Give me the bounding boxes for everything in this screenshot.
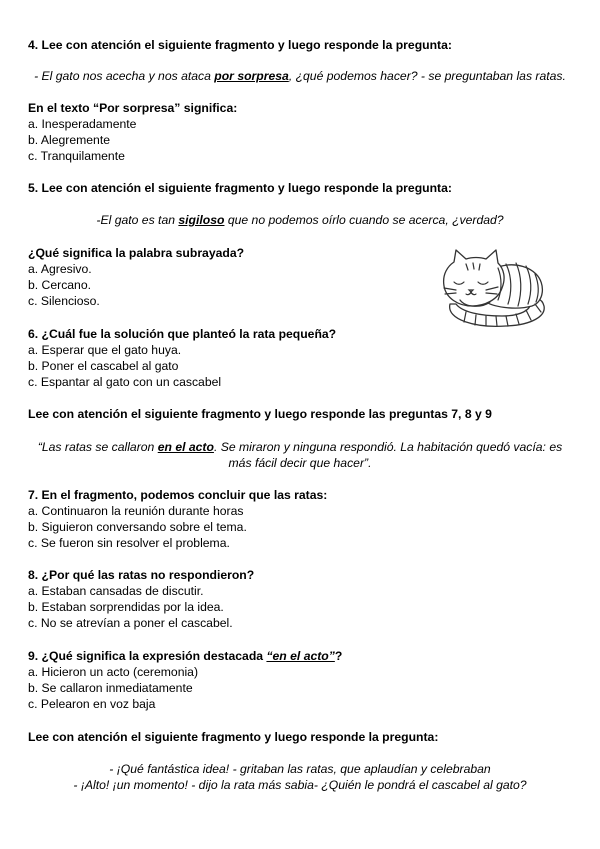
final-fragment-line2: - ¡Alto! ¡un momento! - dijo la rata más sabia- ¿Quién le pondrá el cascabel al gato?	[73, 778, 527, 792]
q4-option-c: c. Tranquilamente	[28, 149, 125, 163]
q5-option-a: a. Agresivo.	[28, 262, 92, 276]
q4-highlighted-phrase: por sorpresa	[214, 69, 289, 83]
q5-option-c: c. Silencioso.	[28, 294, 100, 308]
section789-heading: Lee con atención el siguiente fragmento y luego responde las preguntas 7, 8 y 9	[28, 407, 492, 421]
q4-question: En el texto “Por sorpresa” significa:	[28, 101, 238, 115]
q9-question: 9. ¿Qué significa la expresión destacada “en el acto”?	[28, 649, 343, 663]
q9-highlighted-phrase: “en el acto”	[266, 649, 335, 663]
q5-fragment: -El gato es tan sigiloso que no podemos oírlo cuando se acerca, ¿verdad?	[96, 213, 504, 227]
q4-option-b: b. Alegremente	[28, 133, 110, 147]
section789-fragment-line2: más fácil decir que hacer”.	[228, 456, 372, 470]
q4-option-a: a. Inesperadamente	[28, 117, 137, 131]
q5-highlighted-word: sigiloso	[178, 213, 225, 227]
section789-fragment-line1: “Las ratas se callaron en el acto. Se miraron y ninguna respondió. La habitación quedó vacía: es	[37, 440, 563, 454]
q8-option-c: c. No se atrevían a poner el cascabel.	[28, 616, 233, 630]
q5-option-b: b. Cercano.	[28, 278, 92, 292]
q6-question: 6. ¿Cuál fue la solución que planteó la rata pequeña?	[28, 327, 337, 341]
q7-question: 7. En el fragmento, podemos concluir que las ratas:	[28, 488, 328, 502]
sleeping-cat-icon	[436, 246, 548, 332]
q5-heading: 5. Lee con atención el siguiente fragmento y luego responde la pregunta:	[28, 181, 452, 195]
q7-option-a: a. Continuaron la reunión durante horas	[28, 504, 244, 518]
q8-option-a: a. Estaban cansadas de discutir.	[28, 584, 204, 598]
q4-fragment: - El gato nos acecha y nos ataca por sorpresa, ¿qué podemos hacer? - se preguntaban las ratas.	[34, 69, 566, 83]
q8-option-b: b. Estaban sorprendidas por la idea.	[28, 600, 224, 614]
q4-heading: 4. Lee con atención el siguiente fragmento y luego responde la pregunta:	[28, 38, 452, 52]
final-fragment-line1: - ¡Qué fantástica idea! - gritaban las ratas, que aplaudían y celebraban	[109, 762, 491, 776]
q6-option-b: b. Poner el cascabel al gato	[28, 359, 179, 373]
section789-highlighted-phrase: en el acto	[157, 440, 214, 454]
q5-question: ¿Qué significa la palabra subrayada?	[28, 246, 245, 260]
q8-question: 8. ¿Por qué las ratas no respondieron?	[28, 568, 255, 582]
q6-option-a: a. Esperar que el gato huya.	[28, 343, 182, 357]
q6-option-c: c. Espantar al gato con un cascabel	[28, 375, 222, 389]
q7-option-b: b. Siguieron conversando sobre el tema.	[28, 520, 247, 534]
q7-option-c: c. Se fueron sin resolver el problema.	[28, 536, 230, 550]
q9-option-a: a. Hicieron un acto (ceremonia)	[28, 665, 199, 679]
final-heading: Lee con atención el siguiente fragmento y luego responde la pregunta:	[28, 730, 439, 744]
q9-option-c: c. Pelearon en voz baja	[28, 697, 156, 711]
q9-option-b: b. Se callaron inmediatamente	[28, 681, 193, 695]
